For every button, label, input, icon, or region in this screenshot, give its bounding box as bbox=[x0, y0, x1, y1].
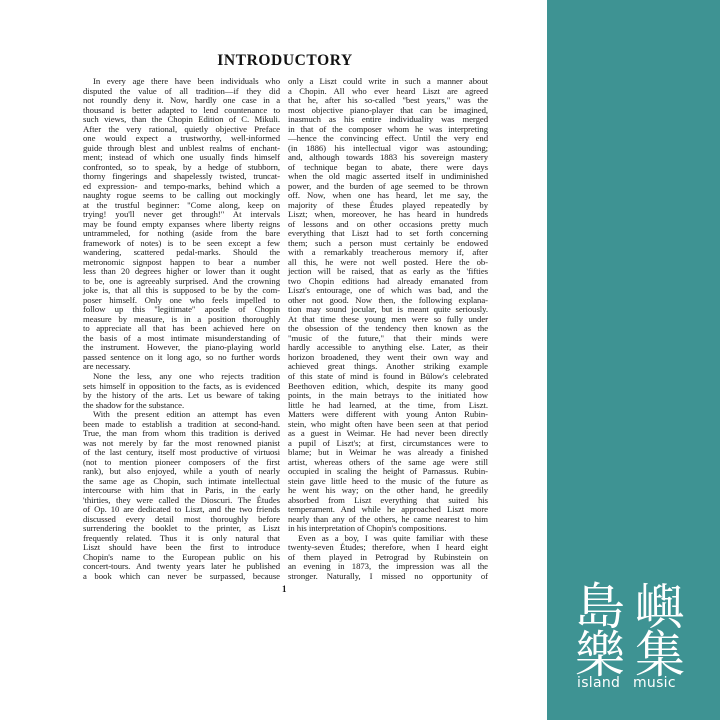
text-line: all this, he were not well posted. Here the ob- bbox=[288, 256, 488, 267]
text-line: temperament. And while he approached Liszt more bbox=[288, 504, 488, 515]
text-line: With the present edition an attempt has even bbox=[93, 409, 280, 420]
text-line: rank), but also enjoyed, while a youth of nearly bbox=[83, 466, 280, 477]
text-line: measure by measure, is in a position thoroughly bbox=[83, 313, 280, 324]
text-line: sets himself in opposition to the facts, as is evidenced bbox=[83, 380, 280, 391]
text-line: not roundly deny it. Now, hardly one case in a bbox=[83, 95, 280, 106]
text-line: True, the man from whom this tradition is derived bbox=[83, 428, 280, 439]
text-line: of lessons and on other occasions pretty much bbox=[288, 218, 488, 229]
text-line: Matters were different with young Anton Rubin- bbox=[288, 409, 488, 420]
text-line: off. Now, when one has heard, let me say, the bbox=[288, 190, 488, 201]
text-line: that he, after his so-called "best years," was the bbox=[288, 95, 488, 106]
right-text-column bbox=[288, 77, 488, 581]
text-line: less than 20 degrees higher or lower than it ought bbox=[83, 266, 280, 277]
text-line: by the history of the arts. Let us beware of taking bbox=[83, 390, 280, 401]
text-line: and, although towards 1883 his sovereign mastery bbox=[288, 152, 488, 163]
text-line: 'thirties, they were called the Dioscuri. The Études bbox=[83, 494, 280, 505]
text-line: only a Liszt could write in such a manner about bbox=[288, 76, 488, 86]
text-line: a book which can never be surpassed, because bbox=[83, 570, 280, 581]
text-line: wandering, scattered pedal-marks. Should the bbox=[83, 247, 280, 258]
text-line: with a remarkably treacherous memory if, after bbox=[288, 247, 488, 258]
text-line: in his interpretation of Chopin's compositions. bbox=[288, 523, 447, 534]
text-line: of technique began to abate, there were days bbox=[288, 161, 488, 172]
text-line: the instrument. However, the piano-playing world bbox=[83, 342, 280, 353]
text-line: passed sentence on it long ago, so no further words bbox=[83, 351, 280, 362]
text-line: discussed every detail most thoroughly before bbox=[83, 513, 280, 524]
text-line: of the last century, itself most productive of virtuosi bbox=[83, 447, 280, 458]
text-line: jection will be raised, that as early as the 'fifties bbox=[288, 266, 488, 277]
logo-char: 島 bbox=[575, 578, 625, 636]
text-line: nearly than any of the others, he came nearest to him bbox=[288, 513, 488, 524]
text-line: may be found empty expanses where liberty reigns bbox=[83, 218, 280, 229]
text-line: in that of the composer whom he was interpreting bbox=[288, 123, 488, 134]
text-line: occupied in scaling the height of Parnassus. Rubin- bbox=[288, 466, 488, 477]
text-line: joke is, that all this is supposed to be by the com- bbox=[83, 285, 280, 296]
text-line: Liszt should have been the first to introduce bbox=[83, 542, 280, 553]
text-line: After the very rational, quietly objective Preface bbox=[83, 123, 280, 134]
text-line: of them played in Petrograd by Rubinstein on bbox=[288, 551, 488, 562]
text-line: (not to mention pioneer composers of the first bbox=[83, 456, 280, 467]
text-line: framework of notes) is to be seen except a few bbox=[83, 237, 280, 248]
text-line: other not good. Now then, the following explana- bbox=[288, 294, 488, 305]
text-line: are necessary. bbox=[83, 361, 131, 372]
text-line: Beethoven edition, which, despite its many good bbox=[288, 380, 488, 391]
text-line: concert-tours. And twenty years later he published bbox=[83, 561, 280, 572]
left-text-column bbox=[83, 77, 280, 581]
text-line: little he had learned, at the time, from Liszt. bbox=[288, 399, 488, 410]
logo-char: 集 bbox=[635, 626, 685, 684]
text-line: (in 1886) his intellectual vigor was astounding; bbox=[288, 142, 488, 153]
text-line: as a guest in Weimar. He had never been directly bbox=[288, 428, 488, 439]
text-line: of this state of mind is found in Bülow's celebrated bbox=[288, 370, 488, 381]
text-line: them; such a person must certainly be endowed bbox=[288, 237, 488, 248]
text-line: stein gave little heed to the music of the future as bbox=[288, 475, 488, 486]
text-line: "music of the future," that their minds were bbox=[288, 332, 488, 343]
text-line: to be, one is agreeably surprised. And the crowning bbox=[83, 275, 280, 286]
text-line: Liszt; when, moreover, he has heard in hundreds bbox=[288, 209, 488, 220]
text-line: an evening in 1873, the impression was all the bbox=[288, 561, 488, 572]
text-line: to appreciate all that has been achieved here on bbox=[83, 323, 280, 334]
text-line: poser himself. Only one who feels impelled to bbox=[83, 294, 280, 305]
text-line: confronted, so to speak, by a hedge of stubborn, bbox=[83, 161, 280, 172]
text-line: everything that Liszt had to set forth concerning bbox=[288, 228, 488, 239]
text-line: achieved great things. Another striking example bbox=[288, 361, 488, 372]
text-line: was not merely by far the most renowned pianist bbox=[83, 437, 280, 448]
logo-wordmark: island music bbox=[577, 675, 676, 691]
text-line: when the old magic asserted itself in undiminished bbox=[288, 171, 488, 182]
text-line: stronger. Naturally, I missed no opportunity of bbox=[288, 570, 488, 581]
text-line: such views, than the Chopin Edition of C. Mikuli. bbox=[83, 114, 280, 125]
text-line: a Chopin. All who ever heard Liszt are agreed bbox=[288, 85, 488, 96]
text-line: two Chopin editions had already emanated from bbox=[288, 275, 488, 286]
text-line: power, and the burden of age seemed to be thrown bbox=[288, 180, 488, 191]
text-line: the obsession of the tendency then known as the bbox=[288, 323, 488, 334]
text-line: ed expression- and tempo-marks, behind which a bbox=[83, 180, 280, 191]
text-line: naughty rogue seems to be calling out mockingly bbox=[83, 190, 280, 201]
page-number: 1 bbox=[282, 584, 287, 594]
text-line: guide through blest and unblest realms of enchant- bbox=[83, 142, 280, 153]
text-line: surrendering the booklet to the printer, as Liszt bbox=[83, 523, 280, 534]
text-line: hardly accessible to anything else. Later, as their bbox=[288, 342, 488, 353]
text-line: the same age as Chopin, such intimate intellectual bbox=[83, 475, 280, 486]
text-line: horizon broadened, they went their own way and bbox=[288, 351, 488, 362]
text-line: ment; instead of which one usually finds himself bbox=[83, 152, 280, 163]
text-line: a pupil of Liszt's; at first, circumstances were to bbox=[288, 437, 488, 448]
text-line: follow up this "legitimate" apostle of Chopin bbox=[83, 304, 280, 315]
text-line: of Op. 10 are dedicated to Liszt, and the two friends bbox=[83, 504, 280, 515]
text-line: one would expect a trustworthy, well-informed bbox=[83, 133, 280, 144]
text-line: tion may sound jocular, but is meant quite seriously. bbox=[288, 304, 488, 315]
text-line: been made to establish a tradition at second-hand. bbox=[83, 418, 280, 429]
text-line: thorny fingerings and shapelessly twisted, truncat- bbox=[83, 171, 280, 182]
text-line: most objective piano-player that can be imagined, bbox=[288, 104, 488, 115]
text-line: at the trustful beginner: "Come along, keep on bbox=[83, 199, 280, 210]
text-line: trying! you'll never get through!" At intervals bbox=[83, 209, 280, 220]
text-line: frequently related. Thus it is only natural that bbox=[83, 532, 280, 543]
text-line: artist, whereas others of the same age were still bbox=[288, 456, 488, 467]
logo-char: 嶼 bbox=[635, 578, 685, 636]
text-line: absorbed from Liszt everything that suited his bbox=[288, 494, 488, 505]
text-line: disputed the value of all tradition—if they did bbox=[83, 85, 280, 96]
text-line: blame; but in Weimar he was already a finished bbox=[288, 447, 488, 458]
text-line: he went his way; on the other hand, he greedily bbox=[288, 485, 488, 496]
text-line: intercourse with him that in Paris, in the early bbox=[83, 485, 280, 496]
page-title: INTRODUCTORY bbox=[217, 52, 353, 69]
text-line: Chopin's name to the European public on his bbox=[83, 551, 280, 562]
text-line: —hence the convincing effect. Until the very end bbox=[288, 133, 488, 144]
logo-char: 樂 bbox=[575, 626, 625, 684]
island-music-logo-panel bbox=[547, 0, 720, 720]
text-line: points, in the main betrays to the initiated how bbox=[288, 390, 488, 401]
text-line: At that time these young men were so fully under bbox=[288, 313, 488, 324]
text-line: the shadow for the substance. bbox=[83, 399, 185, 410]
text-line: thousand is better adapted to lend countenance to bbox=[83, 104, 280, 115]
text-line: In every age there have been individuals who bbox=[93, 76, 280, 86]
text-line: twenty-seven Études; therefore, when I heard eight bbox=[288, 542, 488, 553]
text-line: metronomic signpost happen to bear a number bbox=[83, 256, 280, 267]
text-line: untrammeled, for nothing (aside from the bare bbox=[83, 228, 280, 239]
text-line: Liszt's entourage, one of which was bad, and the bbox=[288, 285, 488, 296]
text-line: majority of these Études played repeatedly by bbox=[288, 199, 488, 210]
text-line: stein, who might often have been seen at that period bbox=[288, 418, 488, 429]
text-line: the basis of a most intimate misunderstanding of bbox=[83, 332, 280, 343]
text-line: Even as a boy, I was quite familiar with these bbox=[298, 532, 488, 543]
text-line: None the less, any one who rejects tradition bbox=[93, 370, 280, 381]
text-line: inasmuch as his entire individuality was merged bbox=[288, 114, 488, 125]
